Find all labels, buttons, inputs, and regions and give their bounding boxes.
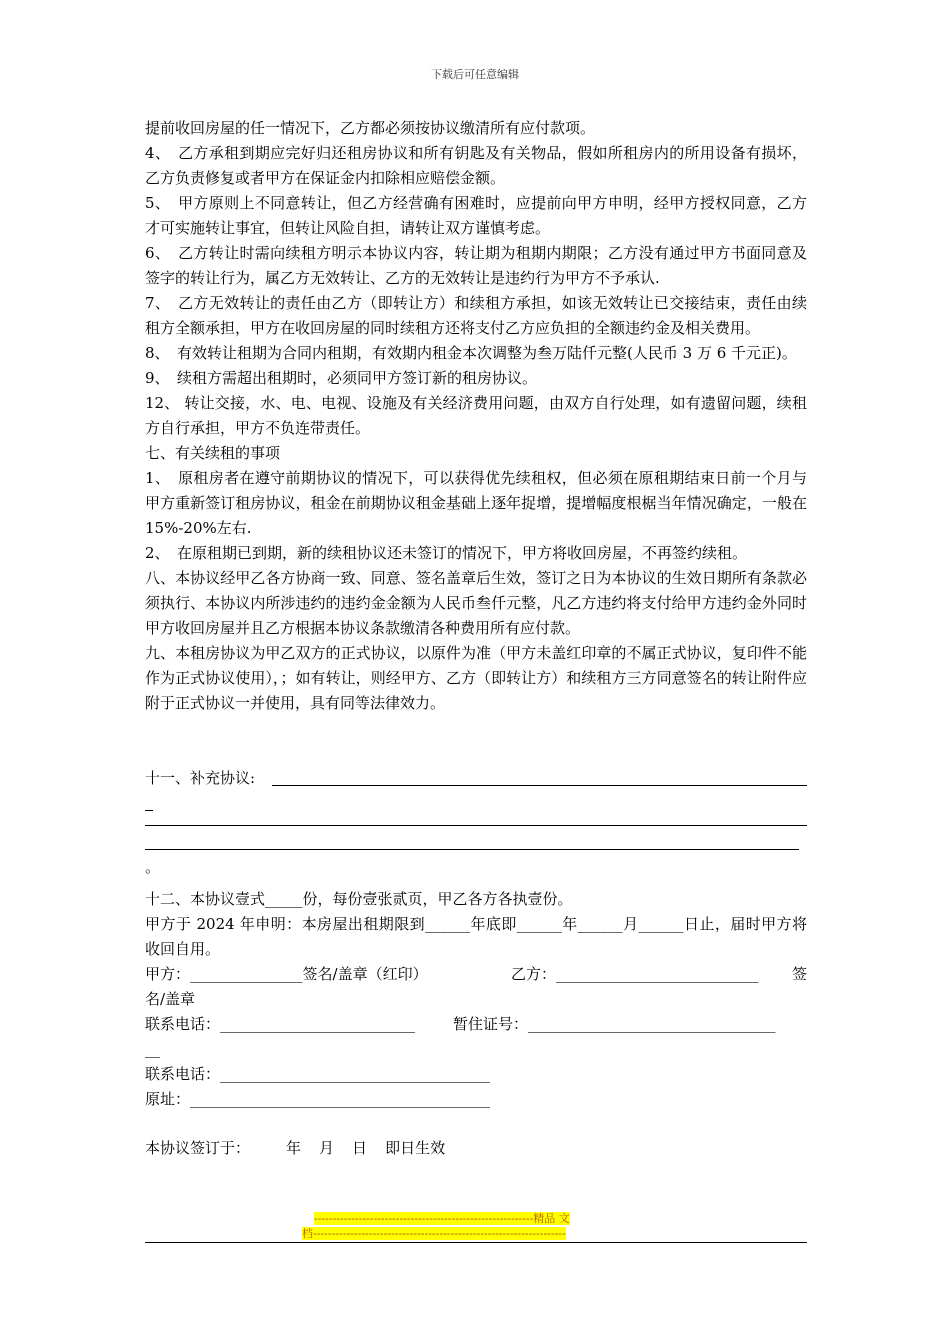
party-b-blank[interactable]: ___________________________ <box>556 965 759 983</box>
paragraph-1: 4、 乙方承租到期应完好归还租房协议和所有钥匙及有关物品，假如所租房内的所用设备有损坏，乙方负责修复或者甲方在保证金内扣除相应赔偿金额。 <box>145 144 807 187</box>
footer-rule <box>145 1242 807 1243</box>
residence-permit-blank-tail: __ <box>145 1040 160 1058</box>
contact-row-1 <box>145 1012 807 1062</box>
watermark-line-2: 档-------------------------------------------------------------------- <box>302 1227 566 1240</box>
statement-line: 甲方于 2024 年申明：本房屋出租期限到______年底即______年______月______日止，届时甲方将收回自用。 <box>145 915 807 958</box>
watermark-stamp <box>302 1211 648 1241</box>
party-a-label: 甲方： <box>145 965 191 983</box>
signed-effect: 即日生效 <box>385 1139 446 1157</box>
party-b-sign-a: 签 <box>791 965 807 983</box>
supplement-section <box>145 766 807 880</box>
paragraph-5: 8、 有效转让租期为合同内租期，有效期内租金本次调整为叁万陆仟元整(人民币 3 万 6 千元正)。 <box>145 344 797 362</box>
copies-line: 十二、本协议壹式_____份，每份壹张贰页，甲乙各方各执壹份。 <box>145 890 573 908</box>
residence-permit-label: 暂住证号： <box>453 1015 529 1033</box>
supplement-line-1-tail <box>145 810 153 811</box>
supplement-line-2[interactable] <box>145 825 807 826</box>
residence-permit-blank[interactable]: _________________________________ <box>528 1015 776 1033</box>
paragraph-9: 1、 原租房者在遵守前期协议的情况下，可以获得优先续租权，但必须在原租期结束日前一个月与甲方重新签订租房协议，租金在前期协议租金基础上逐年捉增，提增幅度根椐当年情况确定，一般在 15%-20%左右. <box>145 469 807 537</box>
signed-day: 日 <box>352 1139 368 1157</box>
section-heading-7: 七、有关续租的事项 <box>145 444 281 462</box>
paragraph-11: 八、本协议经甲乙各方协商一致、同意、签名盖章后生效，签订之日为本协议的生效日期所有条款必须执行、本协议内所涉违约的违约金金额为人民币叁仟元整，凡乙方违约将支付给甲方违约金外同时甲方收回房屋并且乙方根据本协议条款缴清各种费用所有应付款。 <box>145 569 807 637</box>
paragraph-4: 7、 乙方无效转让的责任由乙方（即转让方）和续租方承担，如该无效转让已交接结束，责任由续租方全额承担，甲方在收回房屋的同时续租方还将支付乙方应负担的全额违约金及相关费用。 <box>145 294 807 337</box>
supplement-line-1[interactable] <box>272 785 807 786</box>
paragraph-12: 九、本租房协议为甲乙双方的正式协议，以原件为准（甲方未盖红印章的不属正式协议，复印件不能作为正式协议使用），；如有转让，则经甲方、乙方（即转让方）和续租方三方同意签名的转让附件应附于正式协议一并使用，具有同等法律效力。 <box>145 644 807 712</box>
paragraph-10: 2、 在原租期已到期，新的续租协议还未签订的情况下，甲方将收回房屋，不再签约续租。 <box>145 544 748 562</box>
address-row <box>145 1087 807 1112</box>
supplement-end-mark: 。 <box>145 858 161 876</box>
party-a-sign-label: 签名/盖章（红印） <box>302 965 428 983</box>
party-signature-row <box>145 962 807 1012</box>
document-body <box>145 116 807 716</box>
paragraph-2: 5、 甲方原则上不同意转让，但乙方经营确有困难时，应提前向甲方申明，经甲方授权同意，乙方才可实施转让事宜，但转让风险自担，请转让双方谨慎考虑。 <box>145 194 807 237</box>
phone-1-blank[interactable]: __________________________ <box>220 1015 416 1033</box>
address-label: 原址： <box>145 1090 191 1108</box>
header-note: 下载后可任意编辑 <box>431 68 519 81</box>
paragraph-6: 9、 续租方需超出租期时，必须同甲方签订新的租房协议。 <box>145 369 538 387</box>
supplement-line-3[interactable] <box>145 849 799 850</box>
party-b-sign-b: 名/盖章 <box>145 990 196 1008</box>
party-a-blank[interactable]: _______________ <box>190 965 303 983</box>
paragraph-0: 提前收回房屋的任一情况下，乙方都必须按协议缴清所有应付款项。 <box>145 119 596 137</box>
paragraph-3: 6、 乙方转让时需向续租方明示本协议内容，转让期为租期内期限；乙方没有通过甲方书面同意及签字的转让行为，属乙方无效转让、乙方的无效转让是违约行为甲方不予承认. <box>145 244 807 287</box>
party-b-label: 乙方： <box>511 965 557 983</box>
signed-date-row <box>145 1136 807 1161</box>
phone-1-label: 联系电话： <box>145 1015 221 1033</box>
address-blank[interactable]: ________________________________________ <box>190 1090 491 1108</box>
supplement-label: 十一、补充协议: <box>145 769 256 787</box>
paragraph-7: 12、 转让交接，水、电、电视、设施及有关经济费用问题，由双方自行处理，如有遗留问题，续租方自行承担，甲方不负连带责任。 <box>145 394 807 437</box>
phone-2-label: 联系电话： <box>145 1065 221 1083</box>
signed-month: 月 <box>319 1139 335 1157</box>
contact-row-2 <box>145 1062 807 1087</box>
signed-label: 本协议签订于： <box>145 1139 251 1157</box>
phone-2-blank[interactable]: ____________________________________ <box>220 1065 491 1083</box>
signed-year: 年 <box>286 1139 302 1157</box>
watermark-line-1: -----------------------------------------------------------精品 文 <box>314 1212 570 1225</box>
